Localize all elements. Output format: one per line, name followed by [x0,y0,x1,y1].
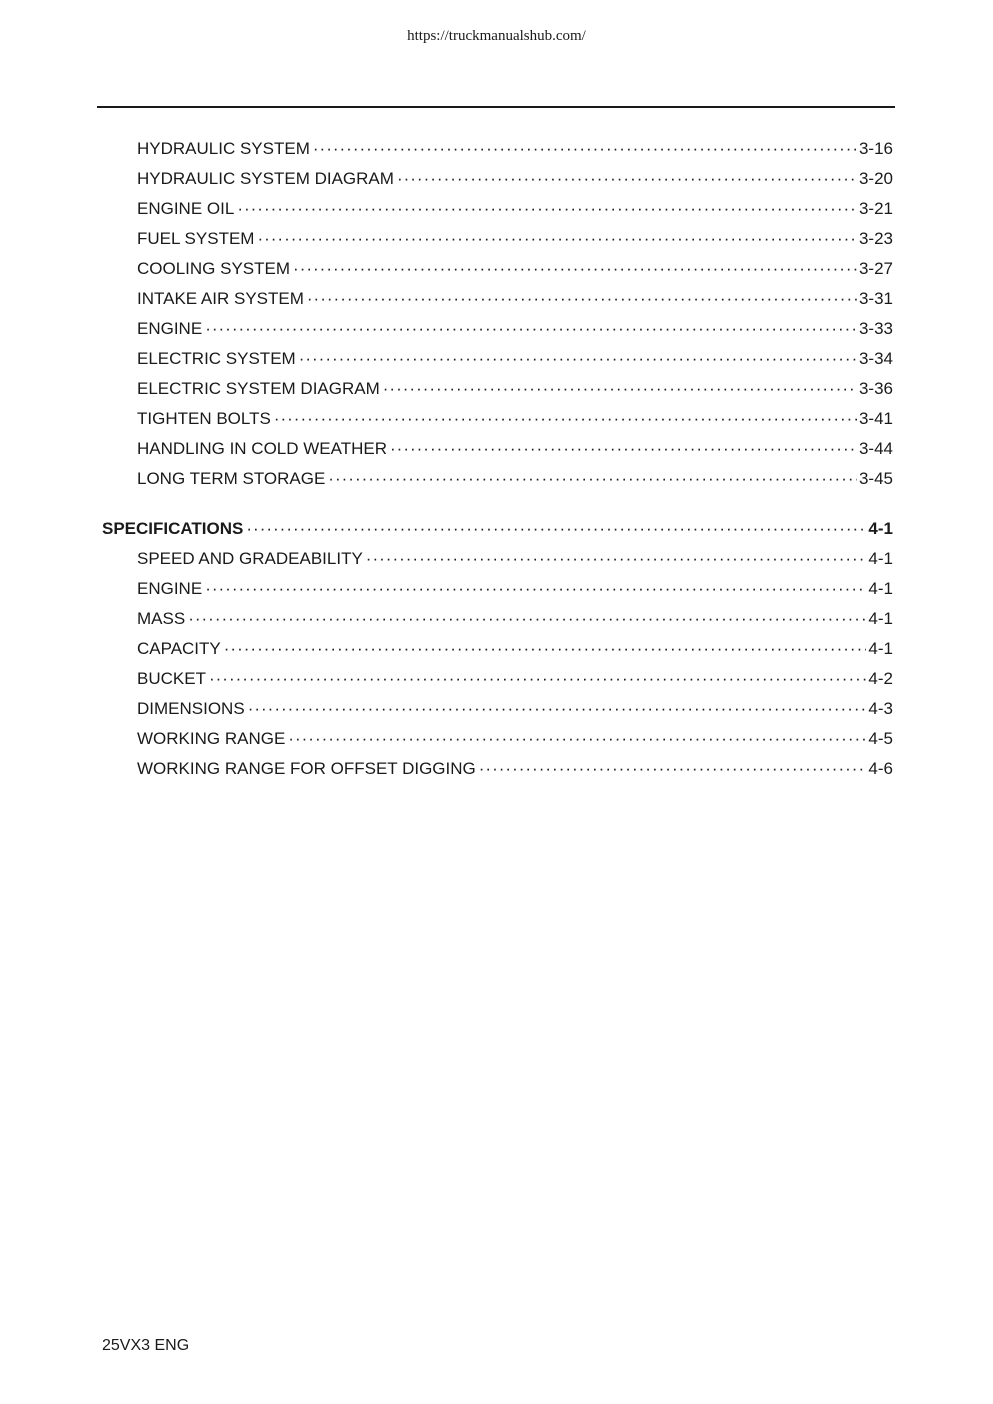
toc-leader-dots [257,226,857,252]
toc-entry-engine-spec[interactable] [137,576,893,602]
toc-entry-title: ELECTRIC SYSTEM DIAGRAM [137,379,380,398]
toc-leader-dots [205,316,857,342]
toc-leader-dots [274,406,857,432]
toc-entry-title: COOLING SYSTEM [137,259,291,278]
toc-entry-page: 4-6 [868,759,893,778]
toc-entry-title: ELECTRIC SYSTEM [137,349,296,368]
toc-leader-dots [293,256,857,282]
toc-entry-page: 4-1 [868,609,893,628]
toc-entry-title: SPEED AND GRADEABILITY [137,549,363,568]
toc-leader-dots [288,726,866,752]
toc-entry-page: 3-20 [858,169,893,188]
toc-leader-dots [299,346,857,372]
toc-leader-dots [397,166,857,192]
toc-entry-page: 3-33 [858,319,893,338]
toc-entry-bucket[interactable] [137,666,893,692]
toc-entry-title: LONG TERM STORAGE [137,469,326,488]
toc-entry-page: 3-27 [858,259,893,278]
toc-section-title: SPECIFICATIONS [102,519,244,538]
toc-leader-dots [209,666,866,692]
toc-entry-page: 4-1 [868,579,893,598]
header-url: https://truckmanualshub.com/ [407,28,586,44]
toc-entry-working-range-offset-digging[interactable] [137,756,893,782]
toc-entry-page: 3-41 [858,409,893,428]
toc-leader-dots [246,516,866,542]
toc-entry-page: 3-23 [858,229,893,248]
toc-entry-title: HANDLING IN COLD WEATHER [137,439,387,458]
toc-entry-page: 3-31 [858,289,893,308]
toc-leader-dots [479,756,867,782]
toc-entry-tighten-bolts[interactable] [137,406,893,432]
toc-entry-speed-and-gradeability[interactable] [137,546,893,572]
toc-entry-engine[interactable] [137,316,893,342]
toc-entry-page: 3-45 [858,469,893,488]
toc-entry-intake-air-system[interactable] [137,286,893,312]
toc-entry-handling-in-cold-weather[interactable] [137,436,893,462]
toc-entry-page: 4-1 [868,549,893,568]
toc-leader-dots [248,696,867,722]
toc-section-page: 4-1 [868,519,893,538]
toc-entry-page: 3-44 [858,439,893,458]
footer-document-code: 25VX3 ENG [102,1337,190,1354]
toc-entry-engine-oil[interactable] [137,196,893,222]
toc-entry-page: 4-2 [868,669,893,688]
toc-entry-title: HYDRAULIC SYSTEM [137,139,310,158]
toc-entry-page: 3-16 [858,139,893,158]
toc-entry-title: CAPACITY [137,639,221,658]
toc-entry-dimensions[interactable] [137,696,893,722]
toc-entry-hydraulic-system-diagram[interactable] [137,166,893,192]
toc-leader-dots [237,196,857,222]
toc-entry-page: 3-21 [858,199,893,218]
toc-leader-dots [307,286,857,312]
toc-entry-page: 3-36 [858,379,893,398]
toc-entry-title: WORKING RANGE [137,729,286,748]
toc-entry-mass[interactable] [137,606,893,632]
toc-leader-dots [366,546,867,572]
toc-leader-dots [383,376,857,402]
toc-entry-title: TIGHTEN BOLTS [137,409,271,428]
toc-entry-page: 3-34 [858,349,893,368]
toc-entry-title: ENGINE [137,319,203,338]
toc-entry-title: WORKING RANGE FOR OFFSET DIGGING [137,759,476,778]
toc-entry-fuel-system[interactable] [137,226,893,252]
toc-leader-dots [224,636,867,662]
toc-entry-hydraulic-system[interactable] [137,136,893,162]
toc-entry-electric-system-diagram[interactable] [137,376,893,402]
toc-leader-dots [313,136,857,162]
toc-entry-title: MASS [137,609,186,628]
toc-entry-page: 4-1 [868,639,893,658]
toc-entry-title: FUEL SYSTEM [137,229,255,248]
toc-leader-dots [390,436,857,462]
toc-leader-dots [205,576,866,602]
toc-entry-working-range[interactable] [137,726,893,752]
toc-section-specifications[interactable] [102,516,893,542]
toc-entry-page: 4-3 [868,699,893,718]
toc-entry-capacity[interactable] [137,636,893,662]
toc-entry-title: ENGINE [137,579,203,598]
toc-entry-cooling-system[interactable] [137,256,893,282]
toc-entry-page: 4-5 [868,729,893,748]
toc-entry-title: ENGINE OIL [137,199,235,218]
header-rule [97,106,895,108]
toc-entry-title: BUCKET [137,669,206,688]
toc-leader-dots [188,606,866,632]
toc-entry-long-term-storage[interactable] [137,466,893,492]
toc-leader-dots [328,466,857,492]
toc-entry-title: HYDRAULIC SYSTEM DIAGRAM [137,169,394,188]
toc-entry-title: DIMENSIONS [137,699,245,718]
toc-entry-title: INTAKE AIR SYSTEM [137,289,304,308]
toc-entry-electric-system[interactable] [137,346,893,372]
